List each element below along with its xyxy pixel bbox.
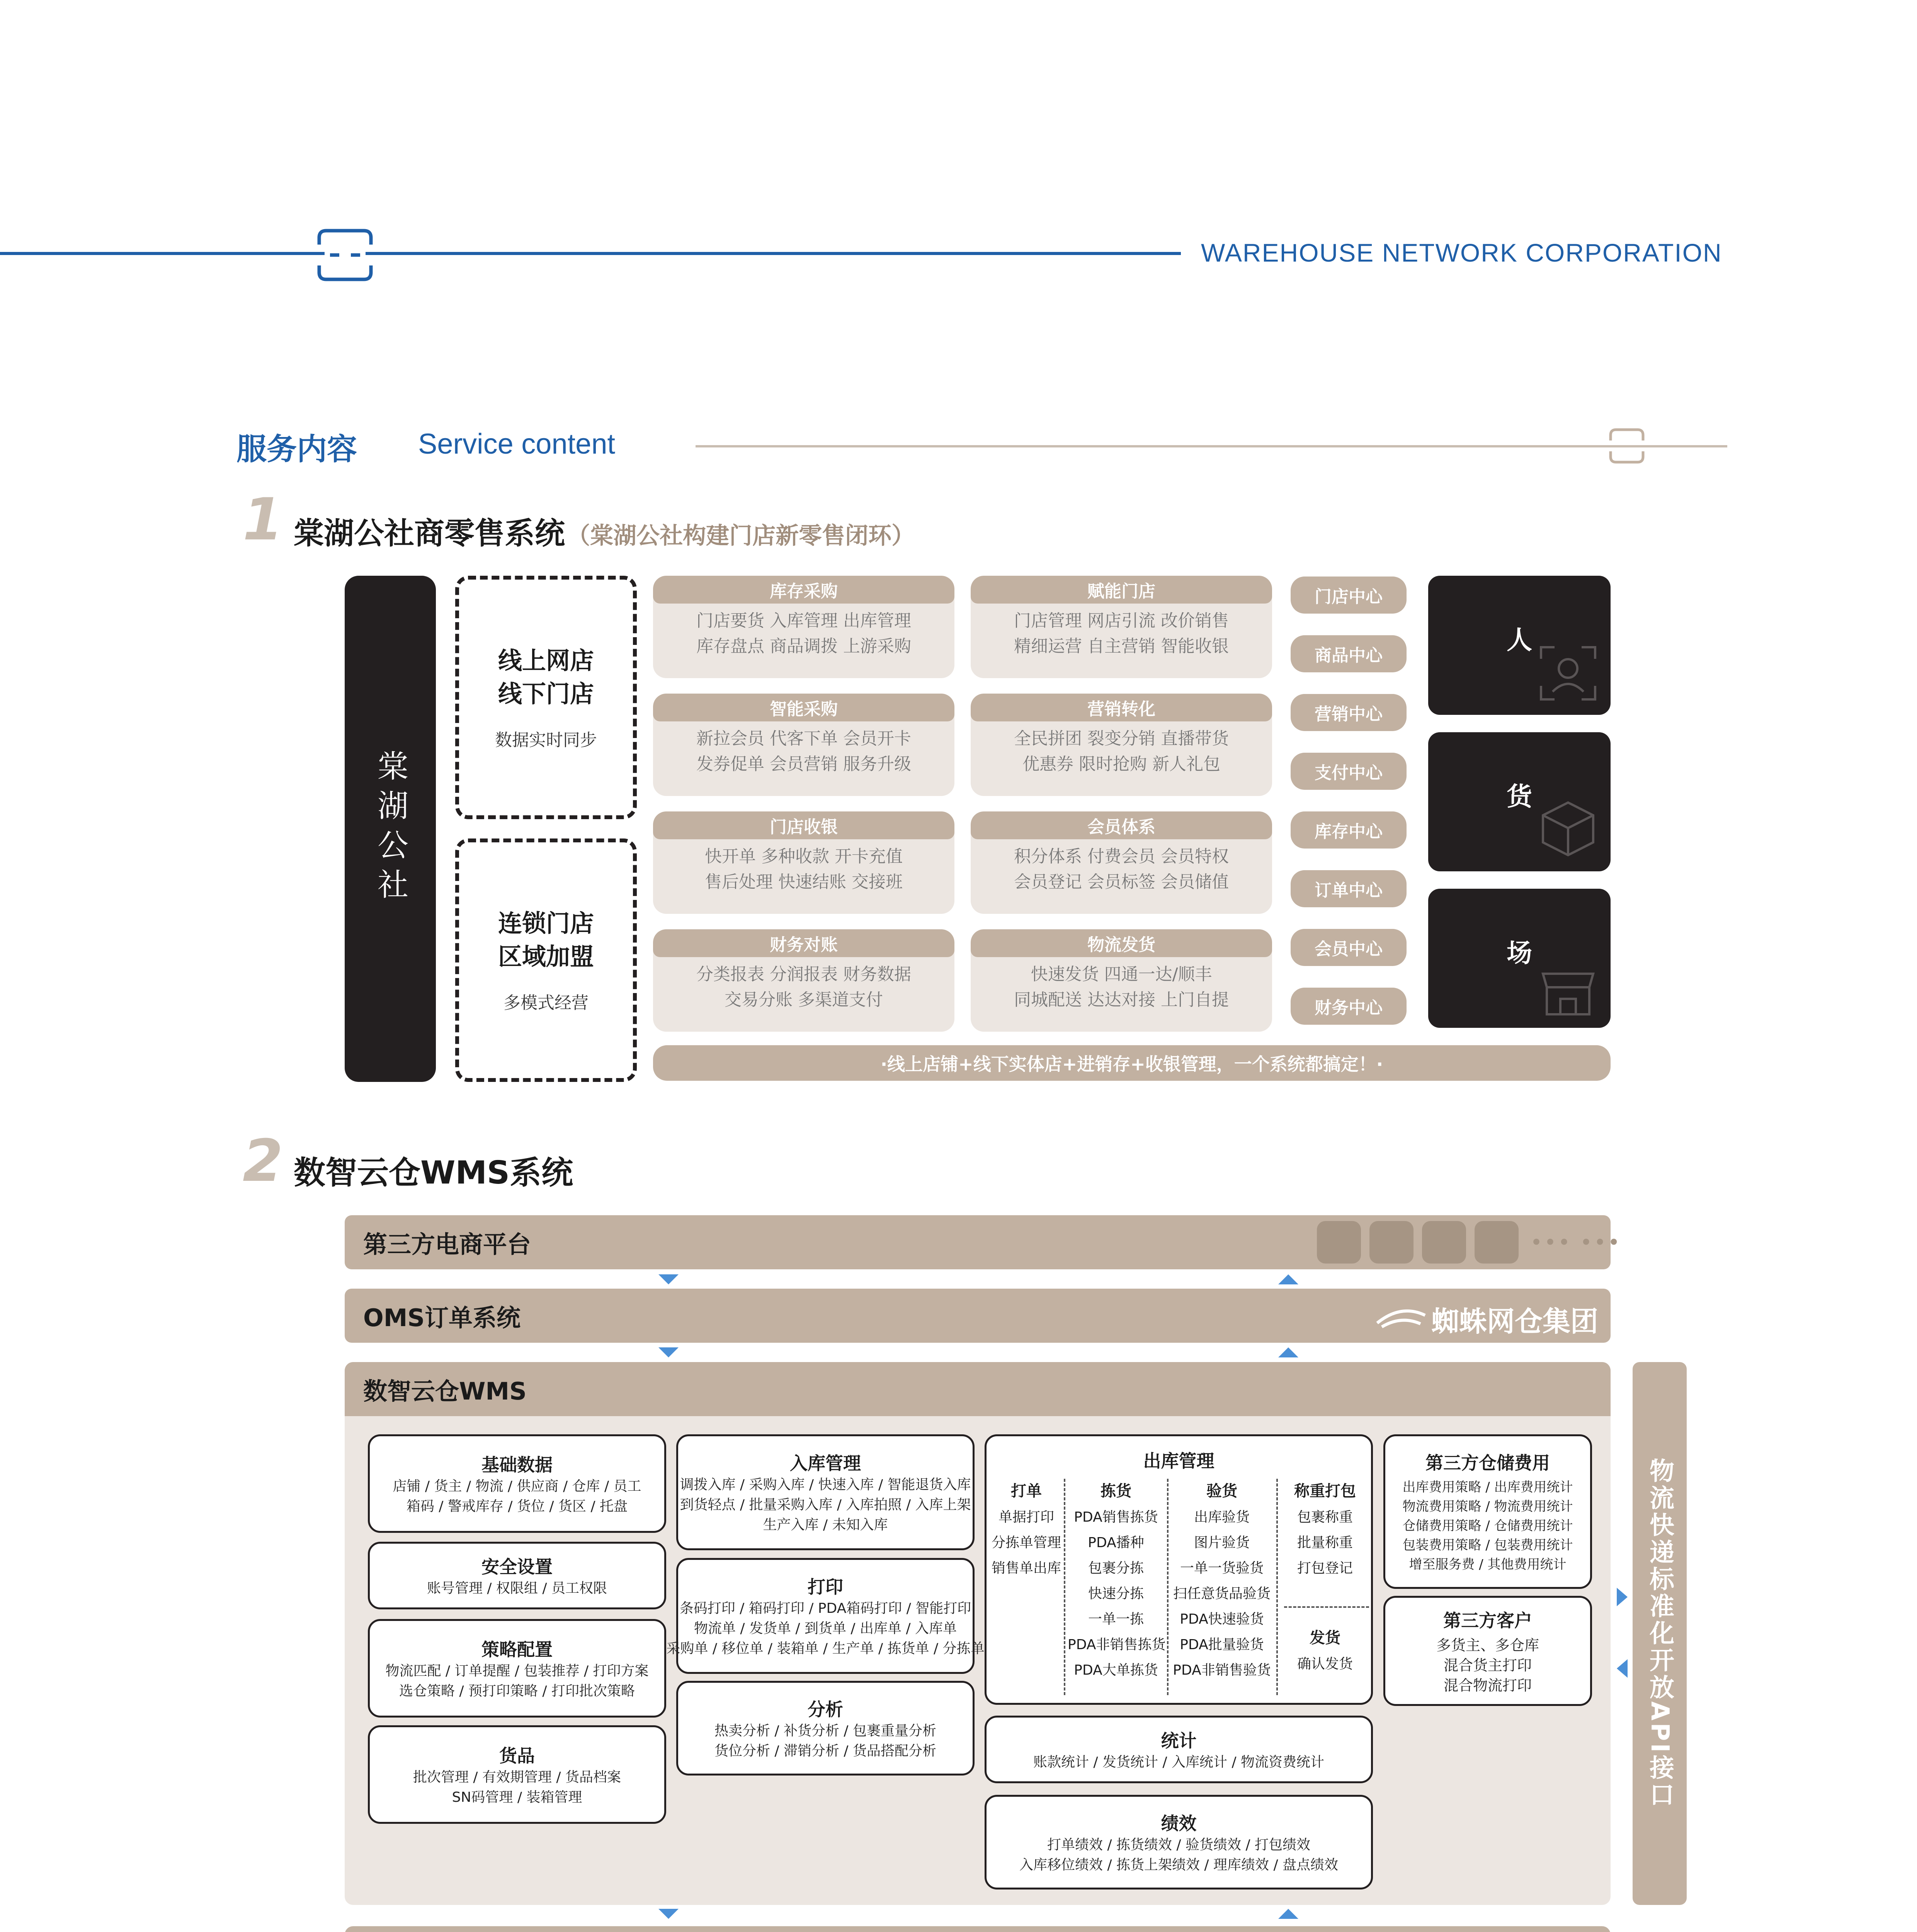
card-outbound bbox=[985, 1434, 1373, 1705]
chain-l1: 连锁门店 bbox=[498, 909, 594, 937]
sec1-title-row bbox=[294, 509, 915, 553]
card-performance bbox=[985, 1795, 1373, 1889]
card-title: 第三方客户 bbox=[1443, 1610, 1532, 1631]
card-line: 生产入库 / 未知入库 bbox=[763, 1517, 888, 1533]
arrow-up-icon bbox=[1278, 1909, 1298, 1919]
arrow-left-icon bbox=[1615, 1658, 1629, 1679]
col-title: 发货 bbox=[1310, 1629, 1340, 1647]
spider-logo-icon bbox=[1374, 1304, 1428, 1335]
center-pill-member: 会员中心 bbox=[1291, 929, 1407, 966]
card-third-party-client bbox=[1383, 1596, 1592, 1706]
card-line: 入库移位绩效 / 拣货上架绩效 / 理库绩效 / 盘点绩效 bbox=[1019, 1857, 1339, 1873]
card-title: 基础数据 bbox=[481, 1454, 553, 1475]
card-line: 调拨入库 / 采购入库 / 快速入库 / 智能退货入库 bbox=[680, 1477, 971, 1493]
corp-name: WAREHOUSE NETWORK CORPORATION bbox=[1201, 238, 1722, 267]
col-title: 称重打包 bbox=[1294, 1482, 1356, 1500]
module-line: 分类报表 分润报表 财务数据 bbox=[696, 964, 911, 984]
card-strategy bbox=[368, 1619, 666, 1718]
card-title: 第三方仓储费用 bbox=[1425, 1452, 1550, 1473]
card-line: 出库费用策略 / 出库费用统计 bbox=[1402, 1480, 1573, 1495]
module-line: 门店要货 入库管理 出库管理 bbox=[696, 611, 911, 631]
card-line: 账号管理 / 权限组 / 员工权限 bbox=[427, 1580, 607, 1596]
col-item: 打包登记 bbox=[1297, 1560, 1353, 1576]
module-line: 会员登记 会员标签 会员储值 bbox=[1014, 872, 1229, 892]
col-item: PDA非销售验货 bbox=[1173, 1662, 1271, 1678]
module-membership bbox=[971, 811, 1272, 914]
module-line: 精细运营 自主营销 智能收银 bbox=[1014, 636, 1229, 656]
weigh-ship-divider bbox=[1284, 1606, 1369, 1608]
module-store-cashier bbox=[653, 811, 954, 914]
card-line: SN码管理 / 装箱管理 bbox=[452, 1789, 582, 1805]
online-l1: 线上网店 bbox=[498, 646, 594, 675]
module-title: 物流发货 bbox=[971, 929, 1272, 957]
card-line: 物流匹配 / 订单提醒 / 包装推荐 / 打印方案 bbox=[385, 1663, 649, 1679]
face-scan-icon bbox=[1537, 641, 1599, 703]
col-item: PDA播种 bbox=[1088, 1535, 1144, 1551]
card-line: 到货轻点 / 批量采购入库 / 入库拍照 / 入库上架 bbox=[680, 1497, 971, 1513]
card-title: 策略配置 bbox=[481, 1639, 553, 1660]
api-vertical-text: 物流快递标准化开放API接口 bbox=[1645, 1458, 1674, 1809]
shop-icon bbox=[1537, 958, 1599, 1020]
outbound-col-inspect bbox=[1170, 1479, 1274, 1683]
col-item: 分拣单管理 bbox=[991, 1535, 1061, 1551]
module-line: 库存盘点 商品调拨 上游采购 bbox=[696, 636, 911, 656]
col-item: 出库验货 bbox=[1194, 1509, 1250, 1525]
sec1-number: 1 bbox=[243, 486, 283, 553]
card-third-party-fees bbox=[1383, 1434, 1592, 1589]
card-title: 入库管理 bbox=[790, 1453, 861, 1474]
sec1-side-bar bbox=[345, 576, 436, 1082]
center-pill-finance: 财务中心 bbox=[1291, 988, 1407, 1025]
arrow-up-icon bbox=[1278, 1347, 1298, 1357]
bar-label: 第三方电商平台 bbox=[363, 1230, 531, 1259]
module-title: 营销转化 bbox=[971, 694, 1272, 721]
online-sub: 数据实时同步 bbox=[495, 730, 597, 750]
card-line: 多货主、多仓库 bbox=[1436, 1636, 1539, 1654]
col-item: 确认发货 bbox=[1297, 1656, 1353, 1672]
col-item: PDA非销售拣货 bbox=[1068, 1637, 1166, 1653]
platform-tile bbox=[1317, 1221, 1361, 1264]
card-line: 条码打印 / 箱码打印 / PDA箱码打印 / 智能打印 bbox=[679, 1600, 971, 1616]
col-item: 扫任意货品验货 bbox=[1173, 1586, 1271, 1602]
col-title: 拣货 bbox=[1101, 1482, 1131, 1500]
outbound-col-weigh bbox=[1279, 1479, 1371, 1581]
col-item: 销售单出库 bbox=[991, 1560, 1061, 1576]
header-line-left bbox=[0, 252, 325, 255]
col-item: PDA快速验货 bbox=[1180, 1611, 1264, 1627]
api-vertical-bar bbox=[1633, 1362, 1687, 1905]
card-basic-data bbox=[368, 1434, 666, 1533]
header-bracket-icon bbox=[316, 226, 374, 284]
col-divider bbox=[1167, 1479, 1169, 1695]
card-title: 绩效 bbox=[1161, 1813, 1197, 1834]
sec2-title: 数智云仓WMS系统 bbox=[294, 1155, 573, 1191]
module-line: 全民拼团 裂变分销 直播带货 bbox=[1014, 729, 1229, 748]
card-line: 账款统计 / 发货统计 / 入库统计 / 物流资费统计 bbox=[1033, 1754, 1325, 1770]
module-line: 优惠券 限时抢购 新人礼包 bbox=[1022, 754, 1220, 774]
module-line: 售后处理 快速结账 交接班 bbox=[705, 872, 903, 892]
card-line: 打单绩效 / 拣货绩效 / 验货绩效 / 打包绩效 bbox=[1047, 1837, 1311, 1853]
chain-l2: 区域加盟 bbox=[498, 942, 594, 971]
arrow-down-icon bbox=[658, 1347, 679, 1357]
card-title: 分析 bbox=[808, 1699, 843, 1720]
card-line: 物流单 / 发货单 / 到货单 / 出库单 / 入库单 bbox=[694, 1621, 957, 1636]
section-title-cn: 服务内容 bbox=[236, 432, 357, 467]
module-line: 同城配送 达达对接 上门自提 bbox=[1014, 990, 1229, 1010]
card-inbound bbox=[676, 1434, 975, 1550]
module-logistics bbox=[971, 929, 1272, 1032]
module-title: 赋能门店 bbox=[971, 576, 1272, 604]
card-line: 混合物流打印 bbox=[1443, 1677, 1532, 1694]
card-goods bbox=[368, 1725, 666, 1824]
card-line: 采购单 / 移位单 / 装箱单 / 生产单 / 拣货单 / 分拣单 bbox=[666, 1641, 985, 1656]
card-line: 热卖分析 / 补货分析 / 包裹重量分析 bbox=[714, 1723, 937, 1739]
col-item: 批量称重 bbox=[1297, 1535, 1353, 1551]
module-inventory-purchase bbox=[653, 576, 954, 678]
col-item: 包裹分拣 bbox=[1088, 1560, 1144, 1576]
module-empower-store bbox=[971, 576, 1272, 678]
module-title: 财务对账 bbox=[653, 929, 954, 957]
col-item: PDA批量验货 bbox=[1180, 1637, 1264, 1653]
outbound-col-pick bbox=[1068, 1479, 1164, 1683]
card-line: 包装费用策略 / 包装费用统计 bbox=[1402, 1537, 1573, 1553]
module-marketing bbox=[971, 694, 1272, 796]
sec1-footer: ·线上店铺+线下实体店+进销存+收银管理，一个系统都搞定！· bbox=[653, 1045, 1611, 1081]
card-line: 混合货主打印 bbox=[1443, 1656, 1532, 1674]
arrow-right-icon bbox=[1615, 1586, 1629, 1608]
outbound-col-print bbox=[990, 1479, 1063, 1581]
platform-tiles bbox=[1317, 1221, 1621, 1264]
module-line: 新拉会员 代客下单 会员开卡 bbox=[696, 729, 911, 748]
card-print bbox=[666, 1558, 985, 1674]
col-item: PDA销售拣货 bbox=[1074, 1509, 1158, 1525]
center-pill-order: 订单中心 bbox=[1291, 870, 1407, 907]
platform-tile bbox=[1422, 1221, 1466, 1264]
card-title: 统计 bbox=[1161, 1730, 1197, 1751]
arrow-down-icon bbox=[658, 1909, 679, 1919]
module-title: 库存采购 bbox=[653, 576, 954, 604]
online-l2: 线下门店 bbox=[498, 680, 594, 708]
platform-tile bbox=[1369, 1221, 1414, 1264]
outbound-col-ship bbox=[1279, 1626, 1371, 1677]
chain-sub: 多模式经营 bbox=[503, 993, 589, 1013]
card-line: 选仓策略 / 预打印策略 / 打印批次策略 bbox=[399, 1683, 635, 1699]
big-box-venue bbox=[1428, 889, 1611, 1028]
brand-logo-text: 蜘蛛网仓集团 bbox=[1431, 1305, 1599, 1338]
col-divider bbox=[1276, 1479, 1278, 1695]
card-title: 货品 bbox=[499, 1745, 535, 1766]
module-line: 快开单 多种收款 开卡充值 bbox=[705, 847, 903, 866]
card-analysis bbox=[676, 1681, 975, 1776]
center-pill-inventory: 库存中心 bbox=[1291, 811, 1407, 849]
chain-store-box bbox=[455, 838, 637, 1082]
card-title: 出库管理 bbox=[1143, 1451, 1214, 1471]
sec1-title: 棠湖公社商零售系统 bbox=[294, 516, 565, 551]
bar-wms bbox=[345, 1362, 1611, 1416]
module-title: 智能采购 bbox=[653, 694, 954, 721]
rule-bracket-icon bbox=[1607, 427, 1646, 465]
section-title-rule bbox=[696, 445, 1727, 447]
online-store-box bbox=[455, 576, 637, 819]
big-text: 货 bbox=[1507, 781, 1532, 811]
card-title: 打印 bbox=[808, 1577, 843, 1597]
module-line: 交易分账 多渠道支付 bbox=[725, 990, 883, 1010]
module-line: 门店管理 网店引流 改价销售 bbox=[1014, 611, 1229, 631]
col-item: 一单一拣 bbox=[1088, 1611, 1144, 1627]
card-line: 店铺 / 货主 / 物流 / 供应商 / 仓库 / 员工 bbox=[393, 1478, 641, 1494]
platform-tile bbox=[1475, 1221, 1519, 1264]
card-line: 仓储费用策略 / 仓储费用统计 bbox=[1402, 1518, 1573, 1534]
col-divider bbox=[1064, 1479, 1065, 1695]
col-title: 打单 bbox=[1011, 1482, 1042, 1500]
more-dots-icon: ••• ••• bbox=[1530, 1230, 1622, 1255]
module-smart-purchase bbox=[653, 694, 954, 796]
card-line: 增至服务费 / 其他费用统计 bbox=[1409, 1557, 1567, 1572]
header-line-right bbox=[366, 252, 1181, 255]
big-text: 人 bbox=[1507, 625, 1532, 655]
card-line: 箱码 / 警戒库存 / 货位 / 货区 / 托盘 bbox=[406, 1498, 628, 1514]
center-pill-payment: 支付中心 bbox=[1291, 753, 1407, 790]
card-security bbox=[368, 1542, 666, 1609]
box-icon bbox=[1537, 798, 1599, 860]
col-item: 快速分拣 bbox=[1088, 1586, 1144, 1602]
big-box-people bbox=[1428, 576, 1611, 715]
card-title: 安全设置 bbox=[481, 1556, 553, 1577]
module-title: 会员体系 bbox=[971, 811, 1272, 839]
bar-label: 数智云仓WMS bbox=[363, 1377, 527, 1405]
arrow-up-icon bbox=[1278, 1274, 1298, 1284]
card-line: 货位分析 / 滞销分析 / 货品搭配分析 bbox=[714, 1743, 937, 1759]
module-line: 快速发货 四通一达/顺丰 bbox=[1031, 964, 1212, 984]
section-title-en: Service content bbox=[418, 428, 616, 460]
center-pill-goods: 商品中心 bbox=[1291, 635, 1407, 672]
card-line: 物流费用策略 / 物流费用统计 bbox=[1402, 1499, 1573, 1514]
sec2-number: 2 bbox=[243, 1128, 283, 1195]
center-pill-store: 门店中心 bbox=[1291, 577, 1407, 614]
big-text: 场 bbox=[1507, 938, 1532, 968]
card-line: 批次管理 / 有效期管理 / 货品档案 bbox=[413, 1769, 621, 1785]
sec1-subtitle: （棠湖公社构建门店新零售闭环） bbox=[567, 522, 915, 549]
module-finance bbox=[653, 929, 954, 1032]
module-title: 门店收银 bbox=[653, 811, 954, 839]
module-line: 发券促单 会员营销 服务升级 bbox=[696, 754, 911, 774]
bar-automation bbox=[345, 1926, 1611, 1932]
card-statistics bbox=[985, 1716, 1373, 1783]
col-item: PDA大单拣货 bbox=[1074, 1662, 1158, 1678]
module-line: 积分体系 付费会员 会员特权 bbox=[1014, 847, 1229, 866]
sec1-side-text: 棠湖公社 bbox=[372, 750, 408, 908]
col-title: 验货 bbox=[1206, 1482, 1237, 1500]
arrow-down-icon bbox=[658, 1274, 679, 1284]
brand-logo bbox=[1374, 1299, 1598, 1339]
col-item: 图片验货 bbox=[1194, 1535, 1250, 1551]
col-item: 包裹称重 bbox=[1297, 1509, 1353, 1525]
big-box-goods bbox=[1428, 732, 1611, 871]
col-item: 单据打印 bbox=[998, 1509, 1054, 1525]
bar-label: OMS订单系统 bbox=[363, 1303, 521, 1332]
center-pill-marketing: 营销中心 bbox=[1291, 694, 1407, 731]
col-item: 一单一货验货 bbox=[1180, 1560, 1264, 1576]
